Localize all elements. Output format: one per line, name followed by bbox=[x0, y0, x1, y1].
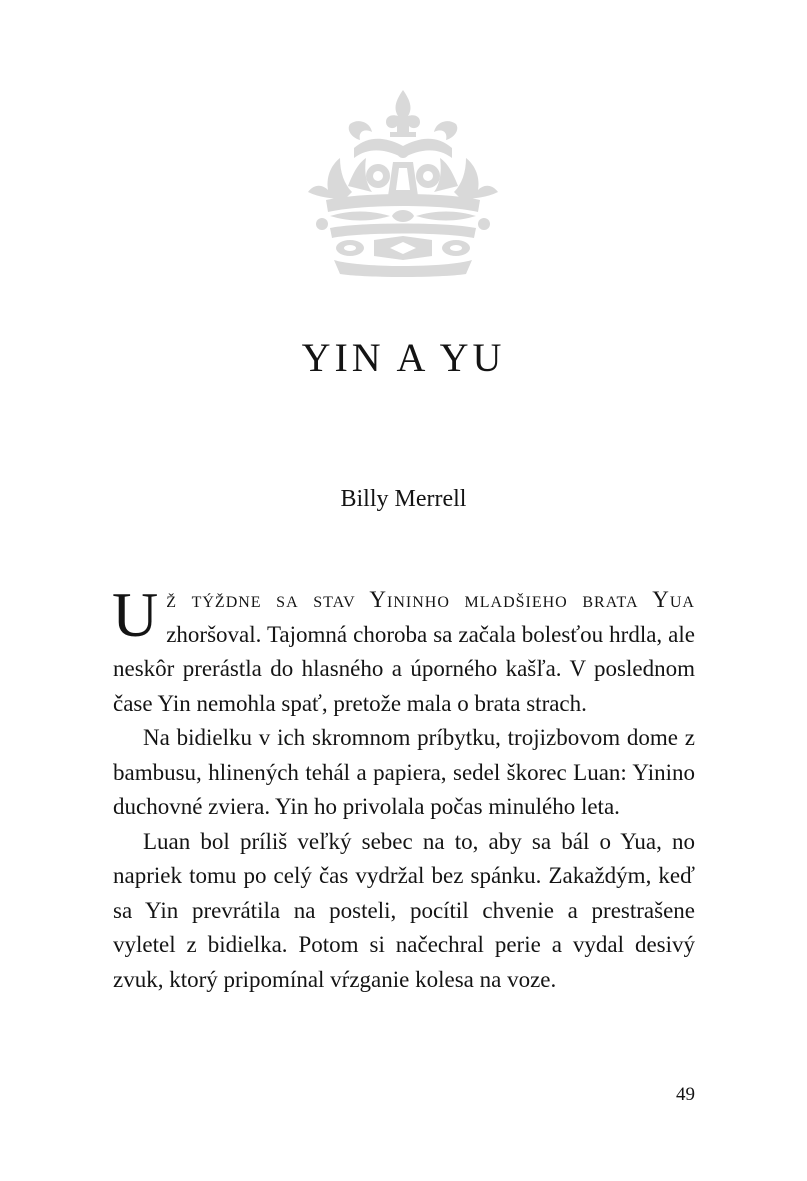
chapter-title: YIN A YU bbox=[301, 335, 506, 380]
paragraph-2: Na bidielku v ich skromnom príbytku, trojizbovom dome z bambusu, hlinených tehál a papiera, sedel škorec Luan: Yinino duchovné zviera. Yin ho privolala počas minulého leta. bbox=[113, 725, 695, 819]
author-name: Billy Merrell bbox=[340, 486, 467, 512]
opening-small-caps: ž týždne sa stav Yininho mladšieho brata Yua bbox=[166, 587, 695, 612]
chapter-body bbox=[112, 579, 695, 997]
paragraph-3: Luan bol príliš veľký sebec na to, aby sa bál o Yua, no napriek tomu po celý čas vydržal bez spánku. Zakaždým, keď sa Yin prevrátila na posteli, pocítil chvenie a prestrašene vyletel z bidielka. Potom si načechral perie a vydal desivý zvuk, ktorý pripomínal vŕzganie kolesa na voze. bbox=[113, 828, 695, 992]
crown-ornament-icon bbox=[300, 88, 506, 278]
page-number: 49 bbox=[676, 1084, 695, 1105]
paragraph-1 bbox=[112, 579, 695, 721]
paragraph-1-text: zhoršoval. Tajomná choroba sa začala bolesťou hrdla, ale neskôr prerástla do hlasného a úporného kašľa. V poslednom čase Yin nemohla spať, pretože mala o brata strach. bbox=[113, 621, 695, 716]
drop-cap: U bbox=[112, 579, 159, 650]
